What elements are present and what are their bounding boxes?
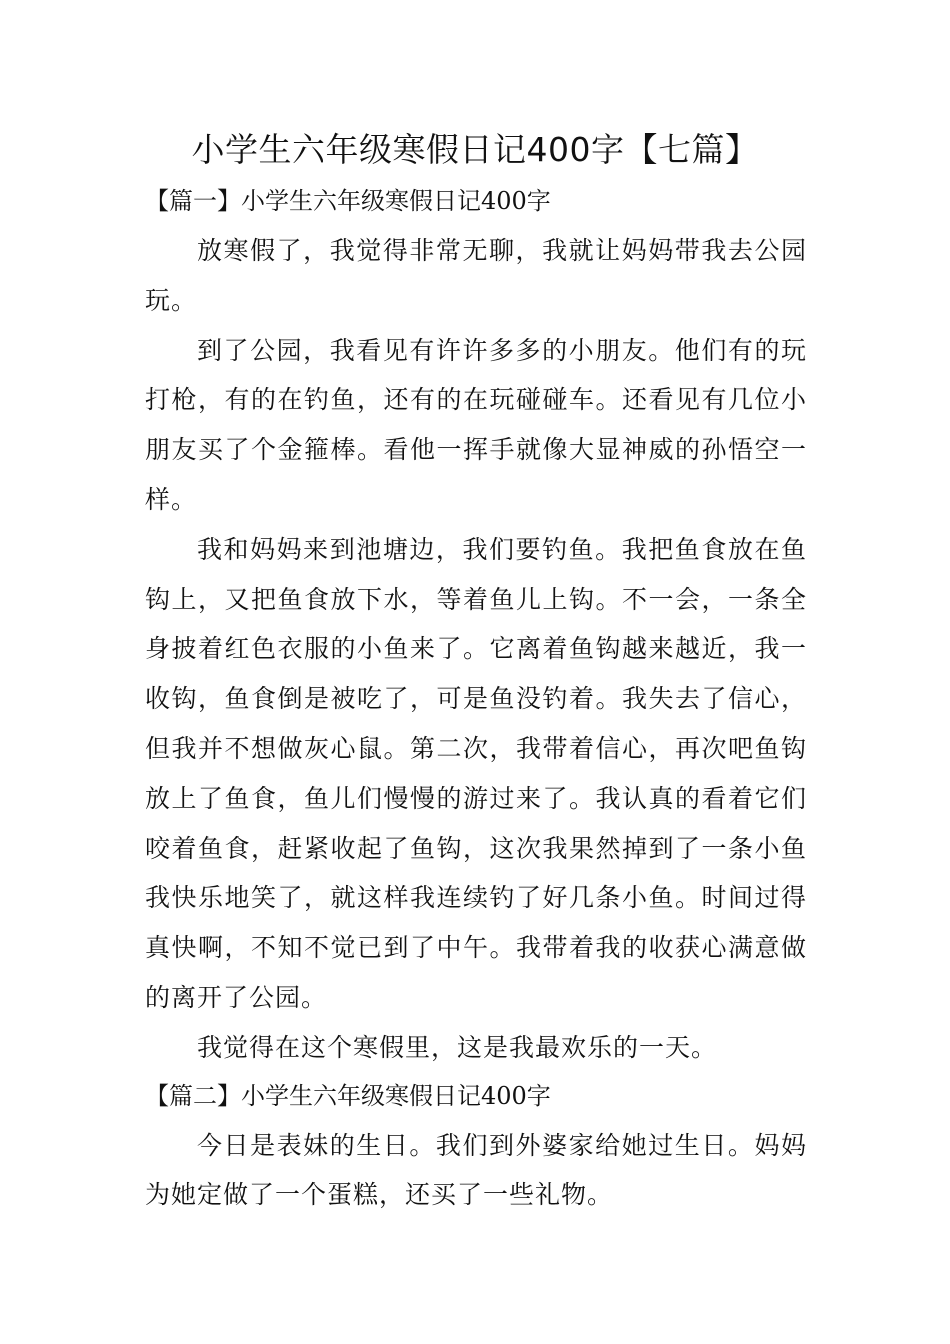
section-2 <box>145 1073 807 1221</box>
paragraph: 放寒假了，我觉得非常无聊，我就让妈妈带我去公园玩。 <box>145 236 807 315</box>
paragraph: 今日是表妹的生日。我们到外婆家给她过生日。妈妈为她定做了一个蛋糕，还买了一些礼物。 <box>145 1130 807 1210</box>
paragraph: 我觉得在这个寒假里，这是我最欢乐的一天。 <box>197 1032 718 1062</box>
section-heading: 【篇一】小学生六年级寒假日记400字 <box>145 187 551 215</box>
paragraph: 我和妈妈来到池塘边，我们要钓鱼。我把鱼食放在鱼钩上，又把鱼食放下水，等着鱼儿上钩。不一会，一条全身披着红色衣服的小鱼来了。它离着鱼钩越来越近，我一收钩，鱼食倒是被吃了，可是鱼没钓着。我失去了信心，但我并不想做灰心鼠。第二次，我带着信心，再次吧鱼钩放上了鱼食，鱼儿们慢慢的游过来了。我认真的看着它们咬着鱼食，赶紧收起了鱼钩，这次我果然掉到了一条小鱼我快乐地笑了，就这样我连续钓了好几条小鱼。时间过得真快啊，不知不觉已到了中午。我带着我的收获心满意做的离开了公园。 <box>145 534 807 1012</box>
document-title: 小学生六年级寒假日记400字【七篇】 <box>191 130 759 169</box>
section-1 <box>145 178 807 1073</box>
paragraph: 到了公园，我看见有许许多多的小朋友。他们有的玩打枪，有的在钓鱼，还有的在玩碰碰车。还看见有几位小朋友买了个金箍棒。看他一挥手就像大显神威的孙悟空一样。 <box>145 335 807 514</box>
section-heading: 【篇二】小学生六年级寒假日记400字 <box>145 1081 551 1110</box>
document-body <box>145 178 807 1220</box>
